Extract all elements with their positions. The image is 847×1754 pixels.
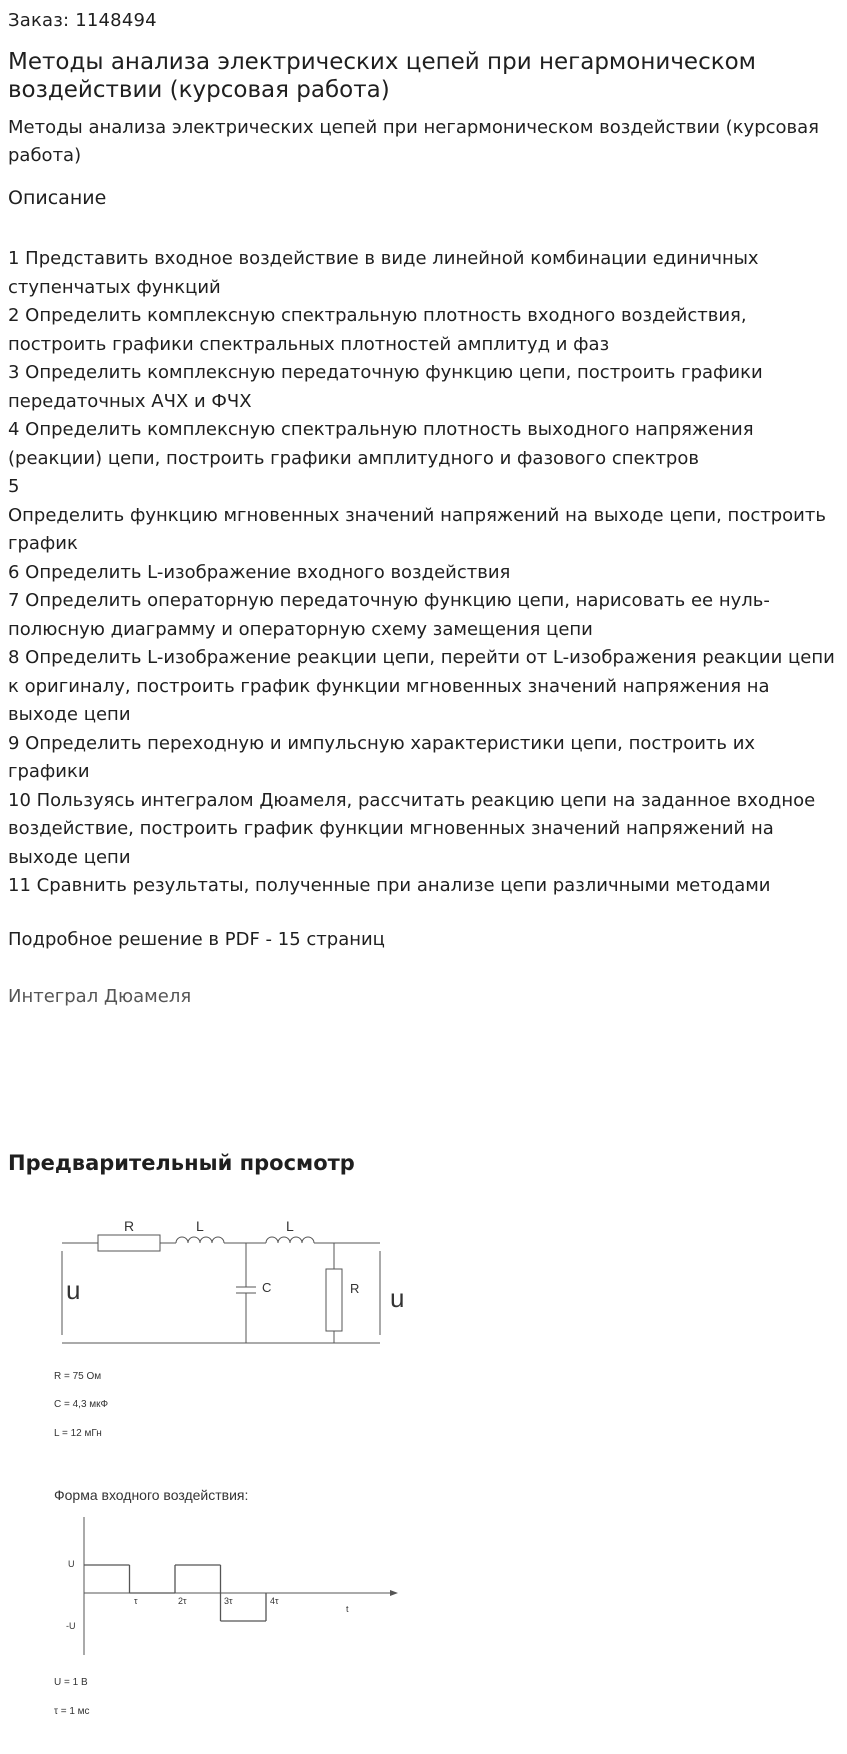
label-r1: R [124, 1218, 135, 1234]
task-item: 9 Определить переходную и импульсную характеристики цепи, построить их графики [8, 732, 756, 782]
label-r2: R [350, 1281, 360, 1296]
param-l: L = 12 мГн [54, 1428, 102, 1439]
preview-image [48, 1195, 428, 1725]
task-item: 11 Сравнить результаты, полученные при анализе цепи различными методами [8, 875, 771, 896]
label-output-u: u [390, 1283, 405, 1313]
task-item: 6 Определить L-изображение входного воздействия [8, 561, 511, 583]
inductor-l1 [176, 1237, 224, 1243]
param-r: R = 75 Ом [54, 1371, 102, 1382]
task-list [8, 245, 838, 901]
circuit-labels [54, 1218, 404, 1503]
task-item: 2 Определить комплексную спектральную плотность входного воздействия, построить графики спектральных плотностей амплитуд и фаз [8, 305, 747, 355]
circuit-preview-svg [48, 1195, 428, 1725]
label-input-u: u [66, 1275, 81, 1305]
x-tick-2: 2τ [178, 1596, 187, 1606]
x-axis-label: t [346, 1604, 349, 1614]
label-l1: L [196, 1218, 204, 1234]
preview-heading: Предварительный просмотр [8, 1151, 355, 1175]
label-c: C [262, 1280, 272, 1295]
waveform-chart [54, 1517, 398, 1717]
task-item: 10 Пользуясь интегралом Дюамеля, рассчитать реакцию цепи на заданное входное воздействие, построить график функции мгновенных значений напряжений на выходе цепи [8, 789, 816, 868]
task-item: 3 Определить комплексную передаточную функцию цепи, построить графики передаточных АЧХ и ФЧХ [8, 362, 763, 412]
task-item: 5 [8, 476, 20, 497]
param-c: C = 4,3 мкФ [54, 1399, 109, 1410]
waveform-caption: Форма входного воздействия: [54, 1487, 249, 1503]
resistor-r2 [326, 1269, 342, 1331]
description-heading: Описание [8, 187, 107, 209]
page-title: Методы анализа электрических цепей при негармоническом воздействии (курсовая работа) [8, 49, 757, 103]
order-number: Заказ: 1148494 [8, 10, 157, 31]
param-u: U = 1 В [54, 1677, 88, 1688]
task-item: 8 Определить L-изображение реакции цепи, перейти от L-изображения реакции цепи к оригиналу, построить график функции мгновенных значений напряжения на выходе цепи [8, 647, 835, 725]
y-tick-pos: U [68, 1559, 75, 1569]
param-tau: τ = 1 мс [54, 1706, 90, 1717]
y-tick-neg: -U [66, 1621, 76, 1631]
x-tick-4: 4τ [270, 1596, 279, 1606]
inductor-l2 [266, 1237, 314, 1243]
task-item: 1 Представить входное воздействие в виде линейной комбинации единичных ступенчатых функций [8, 248, 759, 298]
task-item: 7 Определить операторную передаточную функцию цепи, нарисовать ее нуль-полюсную диаграмму и операторную схему замещения цепи [8, 590, 770, 640]
pdf-note: Подробное решение в PDF - 15 страниц [8, 929, 385, 950]
task-item: 4 Определить комплексную спектральную плотность выходного напряжения (реакции) цепи, построить графики амплитудного и фазового спектров [8, 419, 754, 469]
task-item: Определить функцию мгновенных значений напряжений на выходе цепи, построить график [8, 504, 826, 554]
tag-link-duhamel[interactable]: Интеграл Дюамеля [8, 986, 192, 1007]
x-tick-1: τ [134, 1596, 138, 1606]
page-subtitle: Методы анализа электрических цепей при негармоническом воздействии (курсовая работа) [8, 117, 820, 166]
label-l2: L [286, 1218, 294, 1234]
x-axis-arrow-icon [390, 1590, 398, 1596]
resistor-r1 [98, 1235, 160, 1251]
x-tick-3: 3τ [224, 1596, 233, 1606]
circuit-diagram [62, 1235, 380, 1343]
